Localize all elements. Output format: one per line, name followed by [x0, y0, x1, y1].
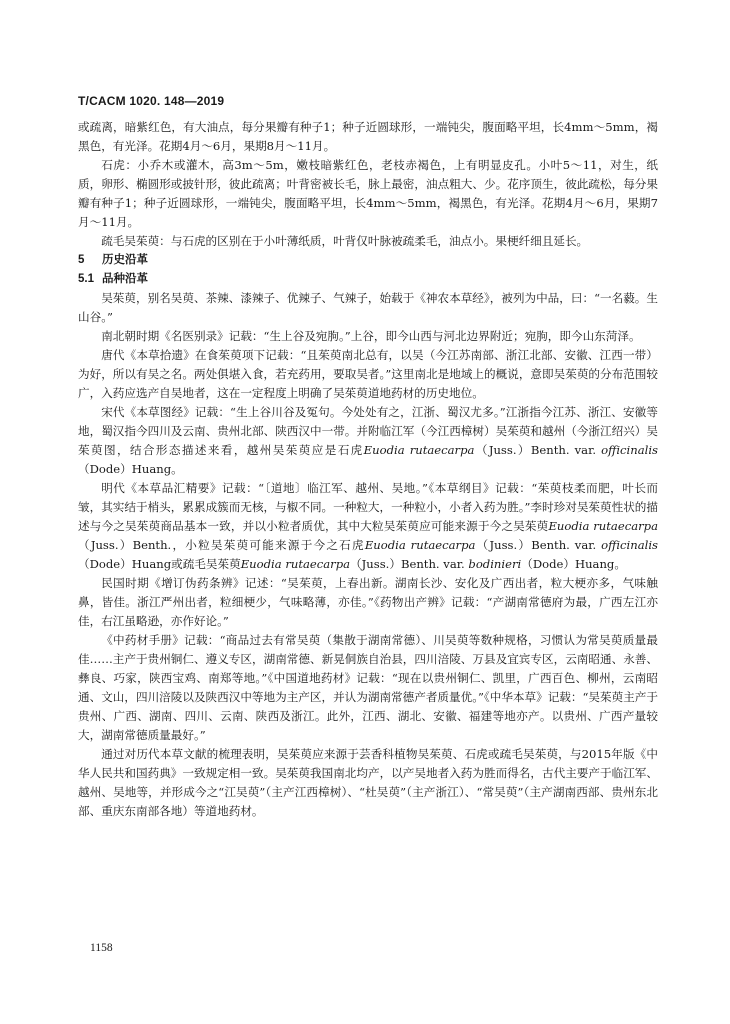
- document-body: [78, 118, 658, 821]
- subsection-title: 品种沿革: [102, 273, 148, 285]
- paragraph-origin: 吴茱萸，别名吴萸、茶辣、漆辣子、优辣子、气辣子，始载于《神农本草经》，被列为中品，曰：“一名藙。生山谷。”: [78, 291, 658, 324]
- section-number: 5: [78, 254, 85, 266]
- ming-text: （Juss.）Benth. var.: [475, 538, 602, 552]
- ming-text: （Dode）Huang。: [521, 557, 626, 571]
- latin-name: Euodia rutaecarpa: [548, 519, 658, 533]
- song-text-end: （Dode）Huang。: [78, 462, 183, 476]
- section-title: 历史沿革: [102, 254, 148, 266]
- shumao-paragraph: 疏毛吴茱萸：与石虎的区别在于小叶薄纸质，叶背仅叶脉被疏柔毛，油点小。果梗纤细且延长。: [101, 234, 589, 248]
- section-heading-5-1: [78, 270, 658, 289]
- ming-text: （Dode）Huang或疏毛吴茱萸: [78, 557, 241, 571]
- section-heading-5: [78, 251, 658, 270]
- page-number: 1158: [90, 942, 113, 954]
- subsection-number: 5.1: [78, 273, 94, 285]
- latin-name: Euodia rutaecarpa: [364, 538, 476, 552]
- latin-name: officinalis: [601, 443, 658, 457]
- paragraph-minguo: 民国时期《增订伪药条辨》记述：“吴茱萸，上春出新。湖南长沙、安化及广西出者，粒大梗亦多，气味触鼻，皆佳。浙江严州出者，粒细梗少，气味略薄，亦佳。”《药物出产辨》记载：“产湖南常德府为最，广西左江亦佳，右江虽略逊，亦作好论。”: [78, 576, 658, 628]
- shihu-paragraph: 石虎：小乔木或灌木，高3m～5m，嫩枝暗紫红色，老枝赤褐色，上有明显皮孔。小叶5～11，对生，纸质，卵形、椭圆形或披针形，彼此疏离；叶背密被长毛，脉上最密，油点粗大、少。花序顶生，彼此疏松，每分果瓣有种子1；种子近圆球形，一端钝尖，腹面略平坦，长4mm～5mm，褐黑色，有光泽。花期4月～6月，果期7月～11月。: [78, 158, 658, 229]
- song-text: 宋代《本草图经》记载：“生上谷川谷及冤句。今处处有之，江浙、蜀汉尤多。”江浙指今江苏、浙江、安徽等地，蜀汉指今四川及云南、贵州北部、陕西汉中一带。并附临江军（今江西樟树）吴茱萸和越州（今浙江绍兴）吴茱萸图，结合形态描述来看，越州吴茱萸应是石虎: [78, 405, 658, 457]
- ming-text: （Juss.）Benth.，小粒吴茱萸可能来源于今之石虎: [78, 538, 365, 552]
- ming-text: 明代《本草品汇精要》记载：“〔道地〕临江军、越州、吴地。”《本草纲目》记载：“茱萸枝柔而肥，叶长而皱，其实结于梢头，累累成簇而无核，与椒不同。一种粒大，一种粒小，小者入药为胜。”李时珍对吴茱萸性状的描述与今之吴茱萸商品基本一致，并以小粒者质优，其中大粒吴茱萸应可能来源于今之吴茱萸: [78, 481, 658, 533]
- standard-id: T/CACM 1020. 148—2019: [78, 94, 225, 108]
- latin-name: Euodia rutaecarpa: [363, 443, 475, 457]
- latin-name: officinalis: [601, 538, 658, 552]
- paragraph-conclusion: 通过对历代本草文献的梳理表明，吴茱萸应来源于芸香科植物吴茱萸、石虎或疏毛吴茱萸，与2015年版《中华人民共和国药典》一致规定相一致。吴茱萸我国南北均产，以产吴地者入药为胜而得名，古代主要产于临江军、越州、吴地等，并形成今之“江吴萸”（主产江西樟树）、“杜吴萸”（主产浙江）、“常吴萸”（主产湖南西部、贵州东北部、重庆东南部各地）等道地药材。: [78, 747, 658, 818]
- continued-paragraph: 或疏离，暗紫红色，有大油点，每分果瓣有种子1；种子近圆球形，一端钝尖，腹面略平坦，长4mm～5mm，褐黑色，有光泽。花期4月～6月，果期8月～11月。: [78, 120, 658, 153]
- paragraph-song: [78, 403, 658, 479]
- ming-text: （Juss.）Benth. var.: [350, 557, 469, 571]
- paragraph-ming: [78, 479, 658, 574]
- paragraph-tang: 唐代《本草拾遗》在食茱萸项下记载：“且茱萸南北总有，以吴（今江苏南部、浙江北部、安徽、江西一带）为好，所以有吴之名。两处俱堪入食，若充药用，要取吴者。”这里南北是地域上的概说，意即吴茱萸的分布范围较广，入药应选产自吴地者，这在一定程度上明确了吴茱萸道地药材的历史地位。: [78, 348, 658, 400]
- paragraph-modern: 《中药材手册》记载：“商品过去有常吴萸（集散于湖南常德）、川吴萸等数种规格，习惯认为常吴萸质量最佳……主产于贵州铜仁、遵义专区，湖南常德、新晃侗族自治县，四川涪陵、万县及宜宾专区，云南昭通、永善、彝良、巧家，陕西宝鸡、南郑等地。”《中国道地药材》记载：“现在以贵州铜仁、凯里，广西百色、柳州，云南昭通、文山，四川涪陵以及陕西汉中等地为主产区，并认为湖南常德产者质量优。”《中华本草》记载：“吴茱萸主产于贵州、广西、湖南、四川、云南、陕西及浙江。此外，江西、湖北、安徽、福建等地亦产。以贵州、广西产量较大，湖南常德质量最好。”: [78, 633, 658, 742]
- latin-name: Euodia rutaecarpa: [240, 557, 351, 571]
- latin-name: bodinieri: [468, 557, 522, 571]
- paragraph-nanbeichao: 南北朝时期《名医别录》记载：“生上谷及宛朐。”上谷，即今山西与河北边界附近；宛朐，即今山东菏泽。: [101, 329, 641, 343]
- song-text-tail: （Juss.）Benth. var.: [474, 443, 602, 457]
